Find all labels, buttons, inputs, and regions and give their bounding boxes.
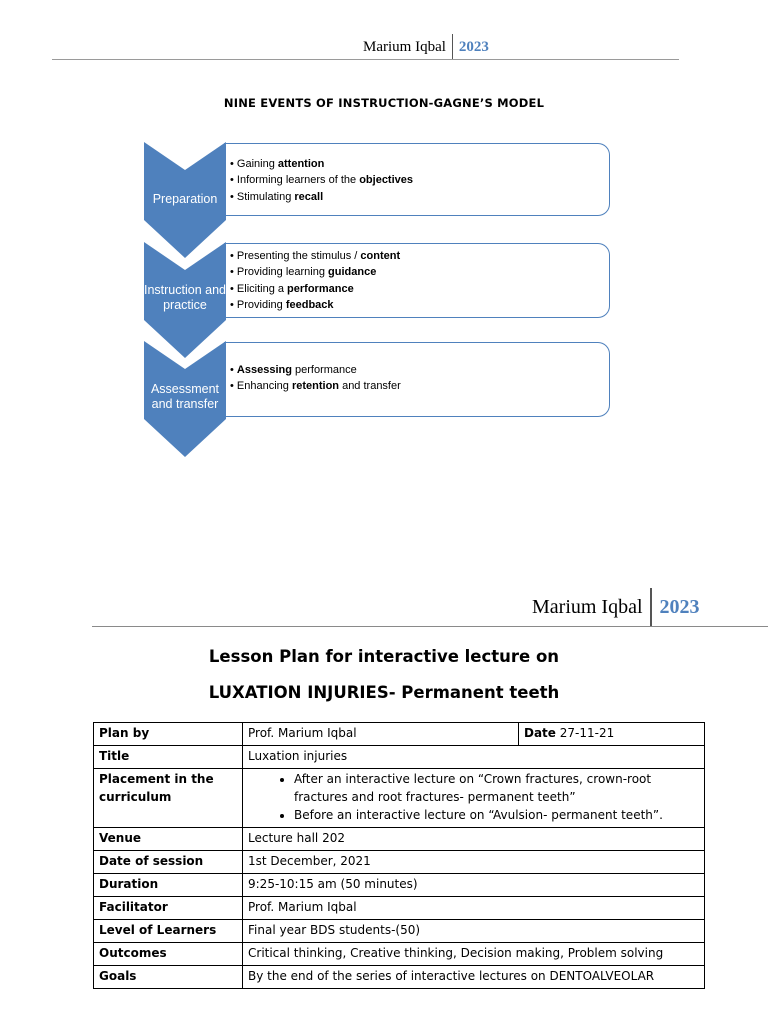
phase-items bbox=[230, 156, 413, 205]
row-label: Placement in the curriculum bbox=[94, 769, 243, 828]
date-cell: Date 27-11-21 bbox=[519, 723, 705, 746]
phase-item: • Enhancing retention and transfer bbox=[230, 380, 401, 393]
row-value: Luxation injuries bbox=[243, 746, 705, 769]
phase-item: • Stimulating recall bbox=[230, 190, 324, 203]
row-value bbox=[243, 769, 705, 828]
row-label: Date of session bbox=[94, 851, 243, 874]
row-label: Level of Learners bbox=[94, 920, 243, 943]
row-value: By the end of the series of interactive lectures on DENTOALVEOLAR bbox=[243, 966, 705, 989]
row-label: Title bbox=[94, 746, 243, 769]
header-author: Marium Iqbal bbox=[532, 595, 643, 618]
row-value: Prof. Marium Iqbal bbox=[243, 897, 705, 920]
table-row bbox=[94, 897, 705, 920]
row-value: Final year BDS students-(50) bbox=[243, 920, 705, 943]
phase-item: • Providing learning guidance bbox=[230, 266, 377, 279]
diagram-title: NINE EVENTS OF INSTRUCTION-GAGNE’S MODEL bbox=[223, 96, 545, 110]
phase-item: • Providing feedback bbox=[230, 298, 334, 311]
row-value: Lecture hall 202 bbox=[243, 828, 705, 851]
row-label: Venue bbox=[94, 828, 243, 851]
table-row bbox=[94, 920, 705, 943]
phase-box bbox=[224, 143, 610, 216]
table-row bbox=[94, 769, 705, 828]
phase-items bbox=[230, 248, 400, 313]
lesson-plan-title: Lesson Plan for interactive lecture on bbox=[208, 647, 560, 666]
list-item: • Before an interactive lecture on “Avulsion- permanent teeth”. bbox=[294, 806, 699, 824]
row-value: 9:25-10:15 am (50 minutes) bbox=[243, 874, 705, 897]
phase-label: Instruction and practice bbox=[144, 283, 226, 312]
page-header bbox=[532, 588, 700, 626]
phase-item: • Assessing performance bbox=[230, 364, 357, 376]
header-year: 2023 bbox=[458, 38, 489, 55]
table-row bbox=[94, 746, 705, 769]
phase-item: • Informing learners of the objectives bbox=[230, 174, 414, 187]
header-divider bbox=[650, 588, 652, 626]
table-row bbox=[94, 874, 705, 897]
table-row bbox=[94, 828, 705, 851]
page-header bbox=[363, 34, 489, 60]
phase-box bbox=[224, 342, 610, 417]
chevron-arrow-icon bbox=[144, 341, 226, 457]
phase-box bbox=[224, 243, 610, 318]
lesson-plan-subtitle: LUXATION INJURIES- Permanent teeth bbox=[208, 683, 560, 702]
phase-label: Preparation bbox=[152, 192, 218, 206]
row-label: Plan by bbox=[94, 723, 243, 746]
list-item: • After an interactive lecture on “Crown fractures, crown-root fractures and root fractures- permanent teeth” bbox=[294, 770, 699, 806]
phase-item: • Presenting the stimulus / content bbox=[230, 250, 401, 262]
lesson-plan-table bbox=[93, 722, 705, 989]
phase-item: • Eliciting a performance bbox=[230, 282, 354, 295]
table-row bbox=[94, 851, 705, 874]
row-label: Duration bbox=[94, 874, 243, 897]
table-row bbox=[94, 723, 705, 746]
row-value: Critical thinking, Creative thinking, Decision making, Problem solving bbox=[243, 943, 705, 966]
row-label: Goals bbox=[94, 966, 243, 989]
phase-label: Assessment and transfer bbox=[150, 382, 220, 411]
table-row bbox=[94, 966, 705, 989]
row-label: Outcomes bbox=[94, 943, 243, 966]
header-divider bbox=[452, 34, 453, 60]
header-year: 2023 bbox=[659, 595, 700, 618]
chevron-arrow-icon bbox=[144, 142, 226, 258]
row-value: Prof. Marium Iqbal bbox=[243, 723, 519, 746]
phase-item: • Gaining attention bbox=[230, 158, 325, 170]
header-author: Marium Iqbal bbox=[363, 38, 446, 55]
header-rule bbox=[52, 59, 679, 60]
row-label: Facilitator bbox=[94, 897, 243, 920]
table-row bbox=[94, 943, 705, 966]
phase-items bbox=[230, 362, 401, 395]
header-rule bbox=[92, 626, 768, 627]
row-value: 1st December, 2021 bbox=[243, 851, 705, 874]
placement-list bbox=[248, 770, 699, 824]
